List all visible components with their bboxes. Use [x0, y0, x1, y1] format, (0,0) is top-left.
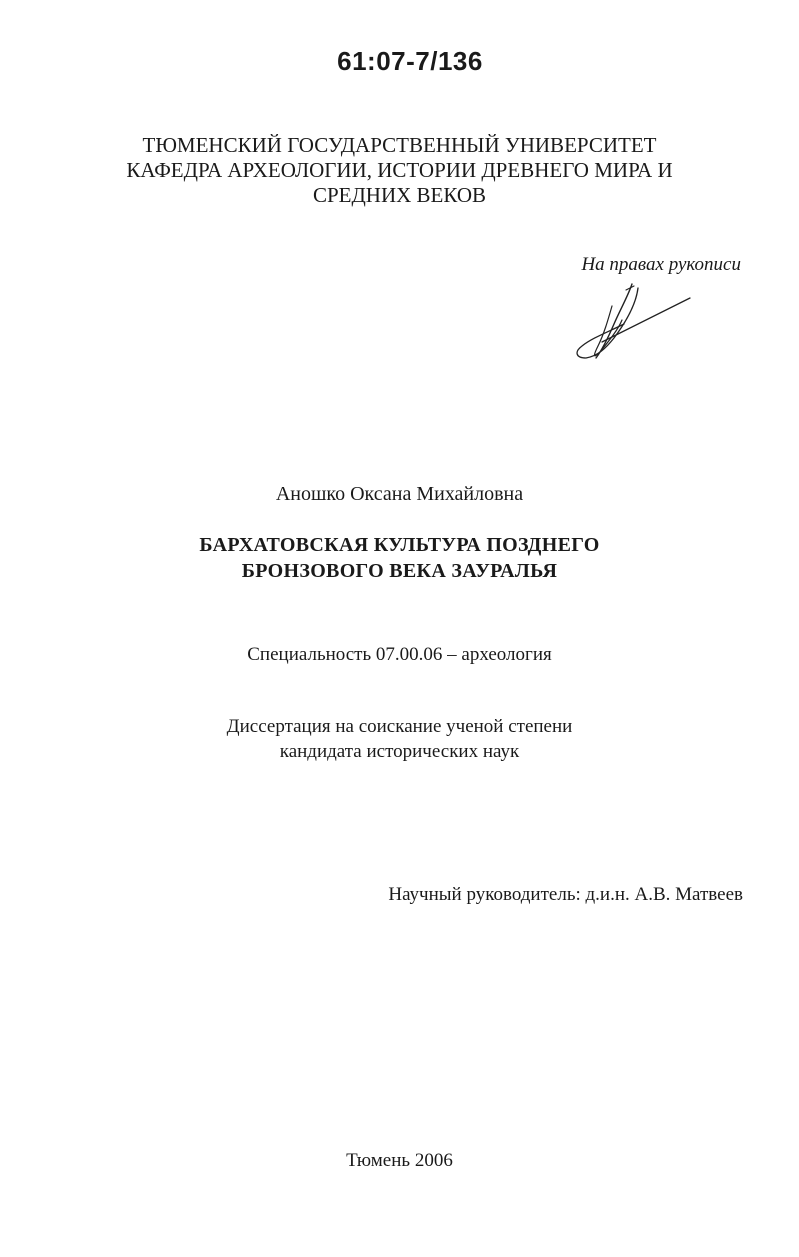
manuscript-note: На правах рукописи	[581, 254, 741, 275]
department-name-line-2: СРЕДНИХ ВЕКОВ	[312, 183, 487, 207]
signature-icon	[562, 282, 702, 362]
author-name: Аношко Оксана Михайловна	[275, 483, 524, 505]
dissertation-title-line-1: БАРХАТОВСКАЯ КУЛЬТУРА ПОЗДНЕГО	[199, 534, 600, 556]
degree-line-1: Диссертация на соискание ученой степени	[226, 716, 573, 737]
department-name-line-1: КАФЕДРА АРХЕОЛОГИИ, ИСТОРИИ ДРЕВНЕГО МИРА И	[126, 158, 673, 182]
specialty: Специальность 07.00.06 – археология	[247, 644, 552, 665]
catalog-number: 61:07-7/136	[337, 46, 483, 76]
scientific-supervisor: Научный руководитель: д.и.н. А.В. Матвеев	[388, 884, 743, 905]
city-year: Тюмень 2006	[346, 1150, 453, 1171]
degree-line-2: кандидата исторических наук	[279, 741, 520, 762]
dissertation-title-line-2: БРОНЗОВОГО ВЕКА ЗАУРАЛЬЯ	[241, 560, 558, 582]
university-name: ТЮМЕНСКИЙ ГОСУДАРСТВЕННЫЙ УНИВЕРСИТЕТ	[142, 133, 657, 157]
